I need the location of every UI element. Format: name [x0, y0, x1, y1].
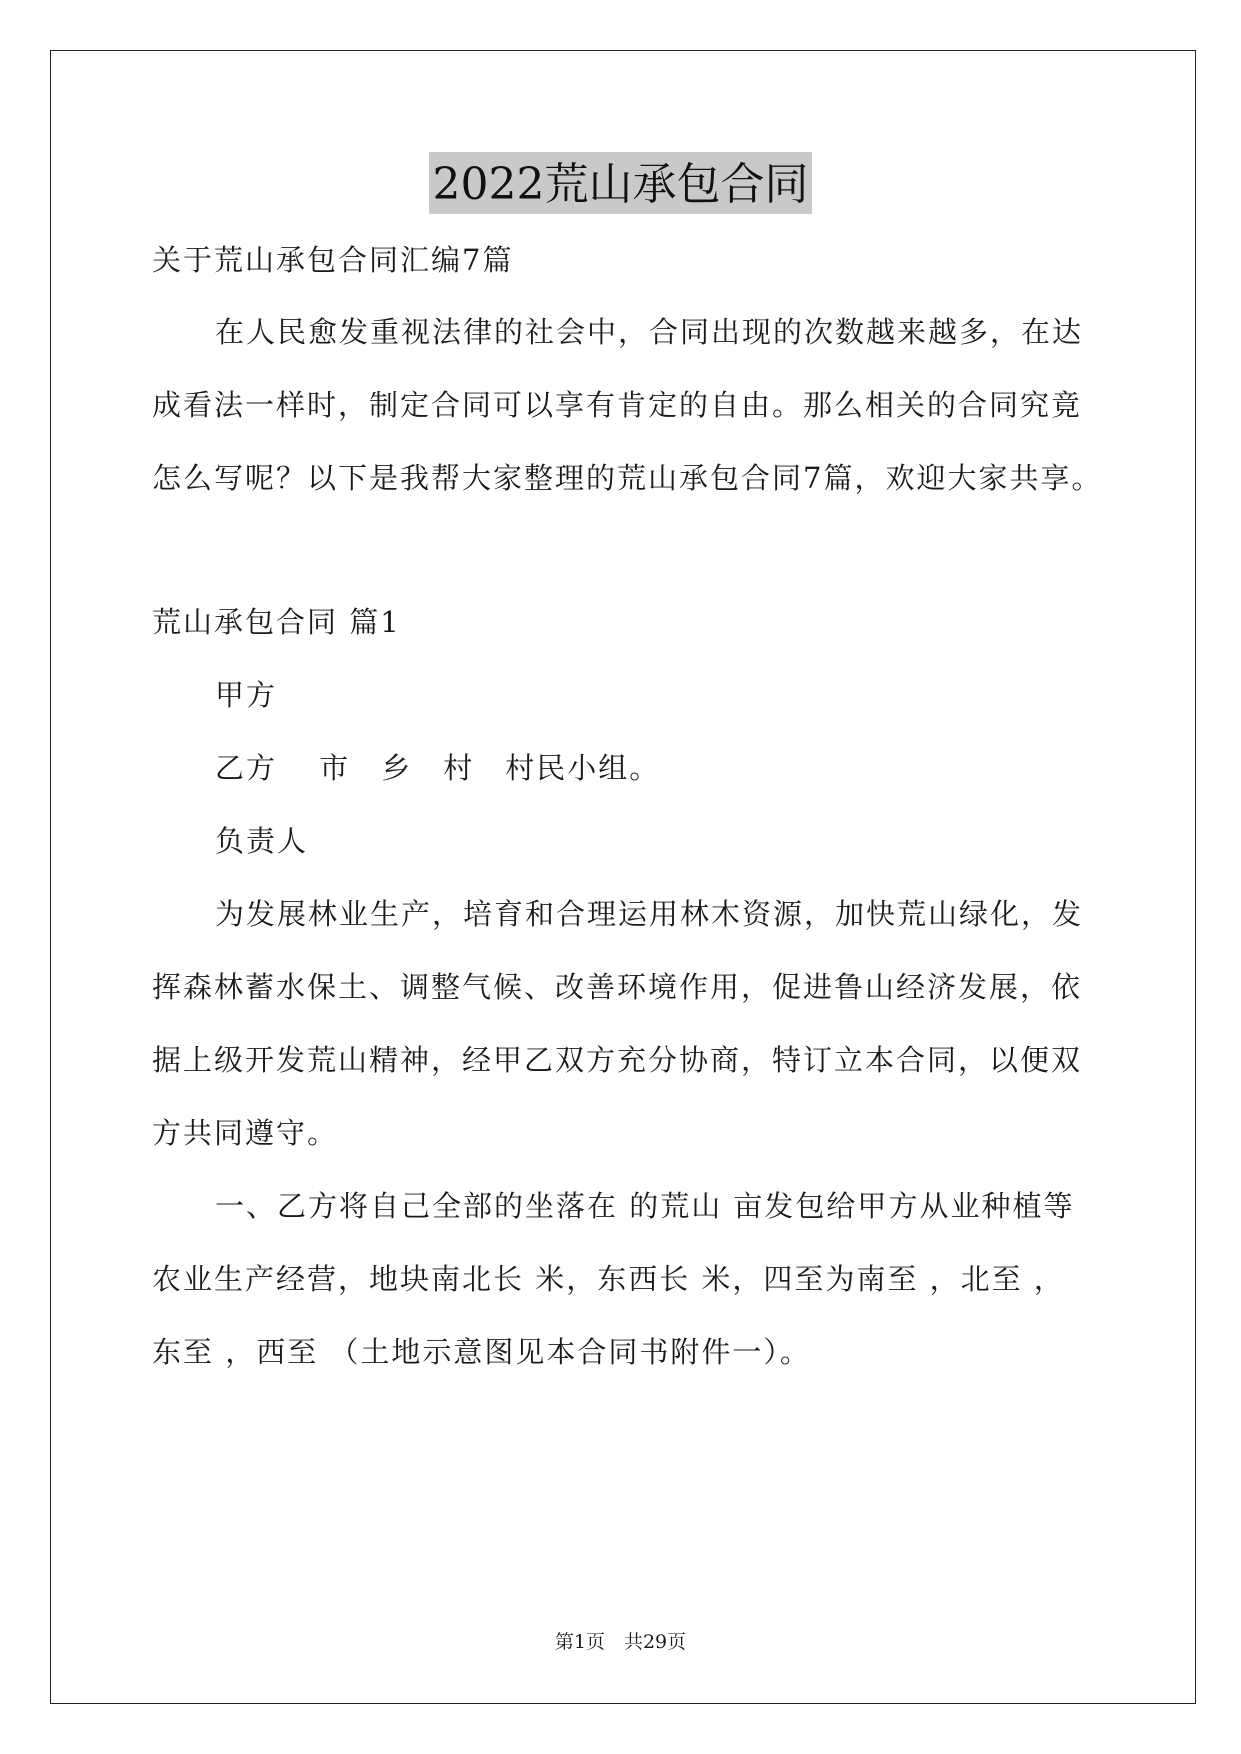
clause-line: 东至 ，西至 （土地示意图见本合同书附件一）。 [152, 1335, 811, 1369]
document-title: 2022荒山承包合同 [429, 152, 813, 214]
paragraph-line: 为发展林业生产，培育和合理运用林木资源，加快荒山绿化，发 [215, 897, 1084, 931]
paragraph-line: 挥森林蓄水保土、调整气候、改善环境作用，促进鲁山经济发展，依 [152, 970, 1083, 1004]
paragraph-line: 据上级开发荒山精神，经甲乙双方充分协商，特订立本合同，以便双 [152, 1043, 1083, 1077]
subtitle-line: 关于荒山承包合同汇编7篇 [152, 243, 514, 277]
paragraph-line: 在人民愈发重视法律的社会中，合同出现的次数越来越多，在达 [215, 315, 1084, 349]
clause-line: 一、乙方将自己全部的坐落在 的荒山 亩发包给甲方从业种植等 [215, 1189, 1075, 1223]
paragraph-line: 成看法一样时，制定合同可以享有肯定的自由。那么相关的合同究竟 [152, 388, 1083, 422]
party-a-line: 甲方 [215, 678, 278, 712]
page-border [50, 50, 1196, 1704]
section-heading: 荒山承包合同 篇1 [152, 605, 401, 639]
paragraph-line: 方共同遵守。 [152, 1116, 339, 1150]
responsible-person-line: 负责人 [215, 824, 309, 858]
page-number-footer: 第1页 共29页 [554, 1631, 687, 1653]
clause-line: 农业生产经营，地块南北长 米，东西长 米，四至为南至 ，北至 ， [152, 1262, 1065, 1296]
title-container [0, 152, 1241, 214]
party-b-line: 乙方 市 乡 村 村民小组。 [215, 751, 661, 785]
paragraph-line: 怎么写呢？以下是我帮大家整理的荒山承包合同7篇，欢迎大家共享。 [152, 461, 1103, 495]
